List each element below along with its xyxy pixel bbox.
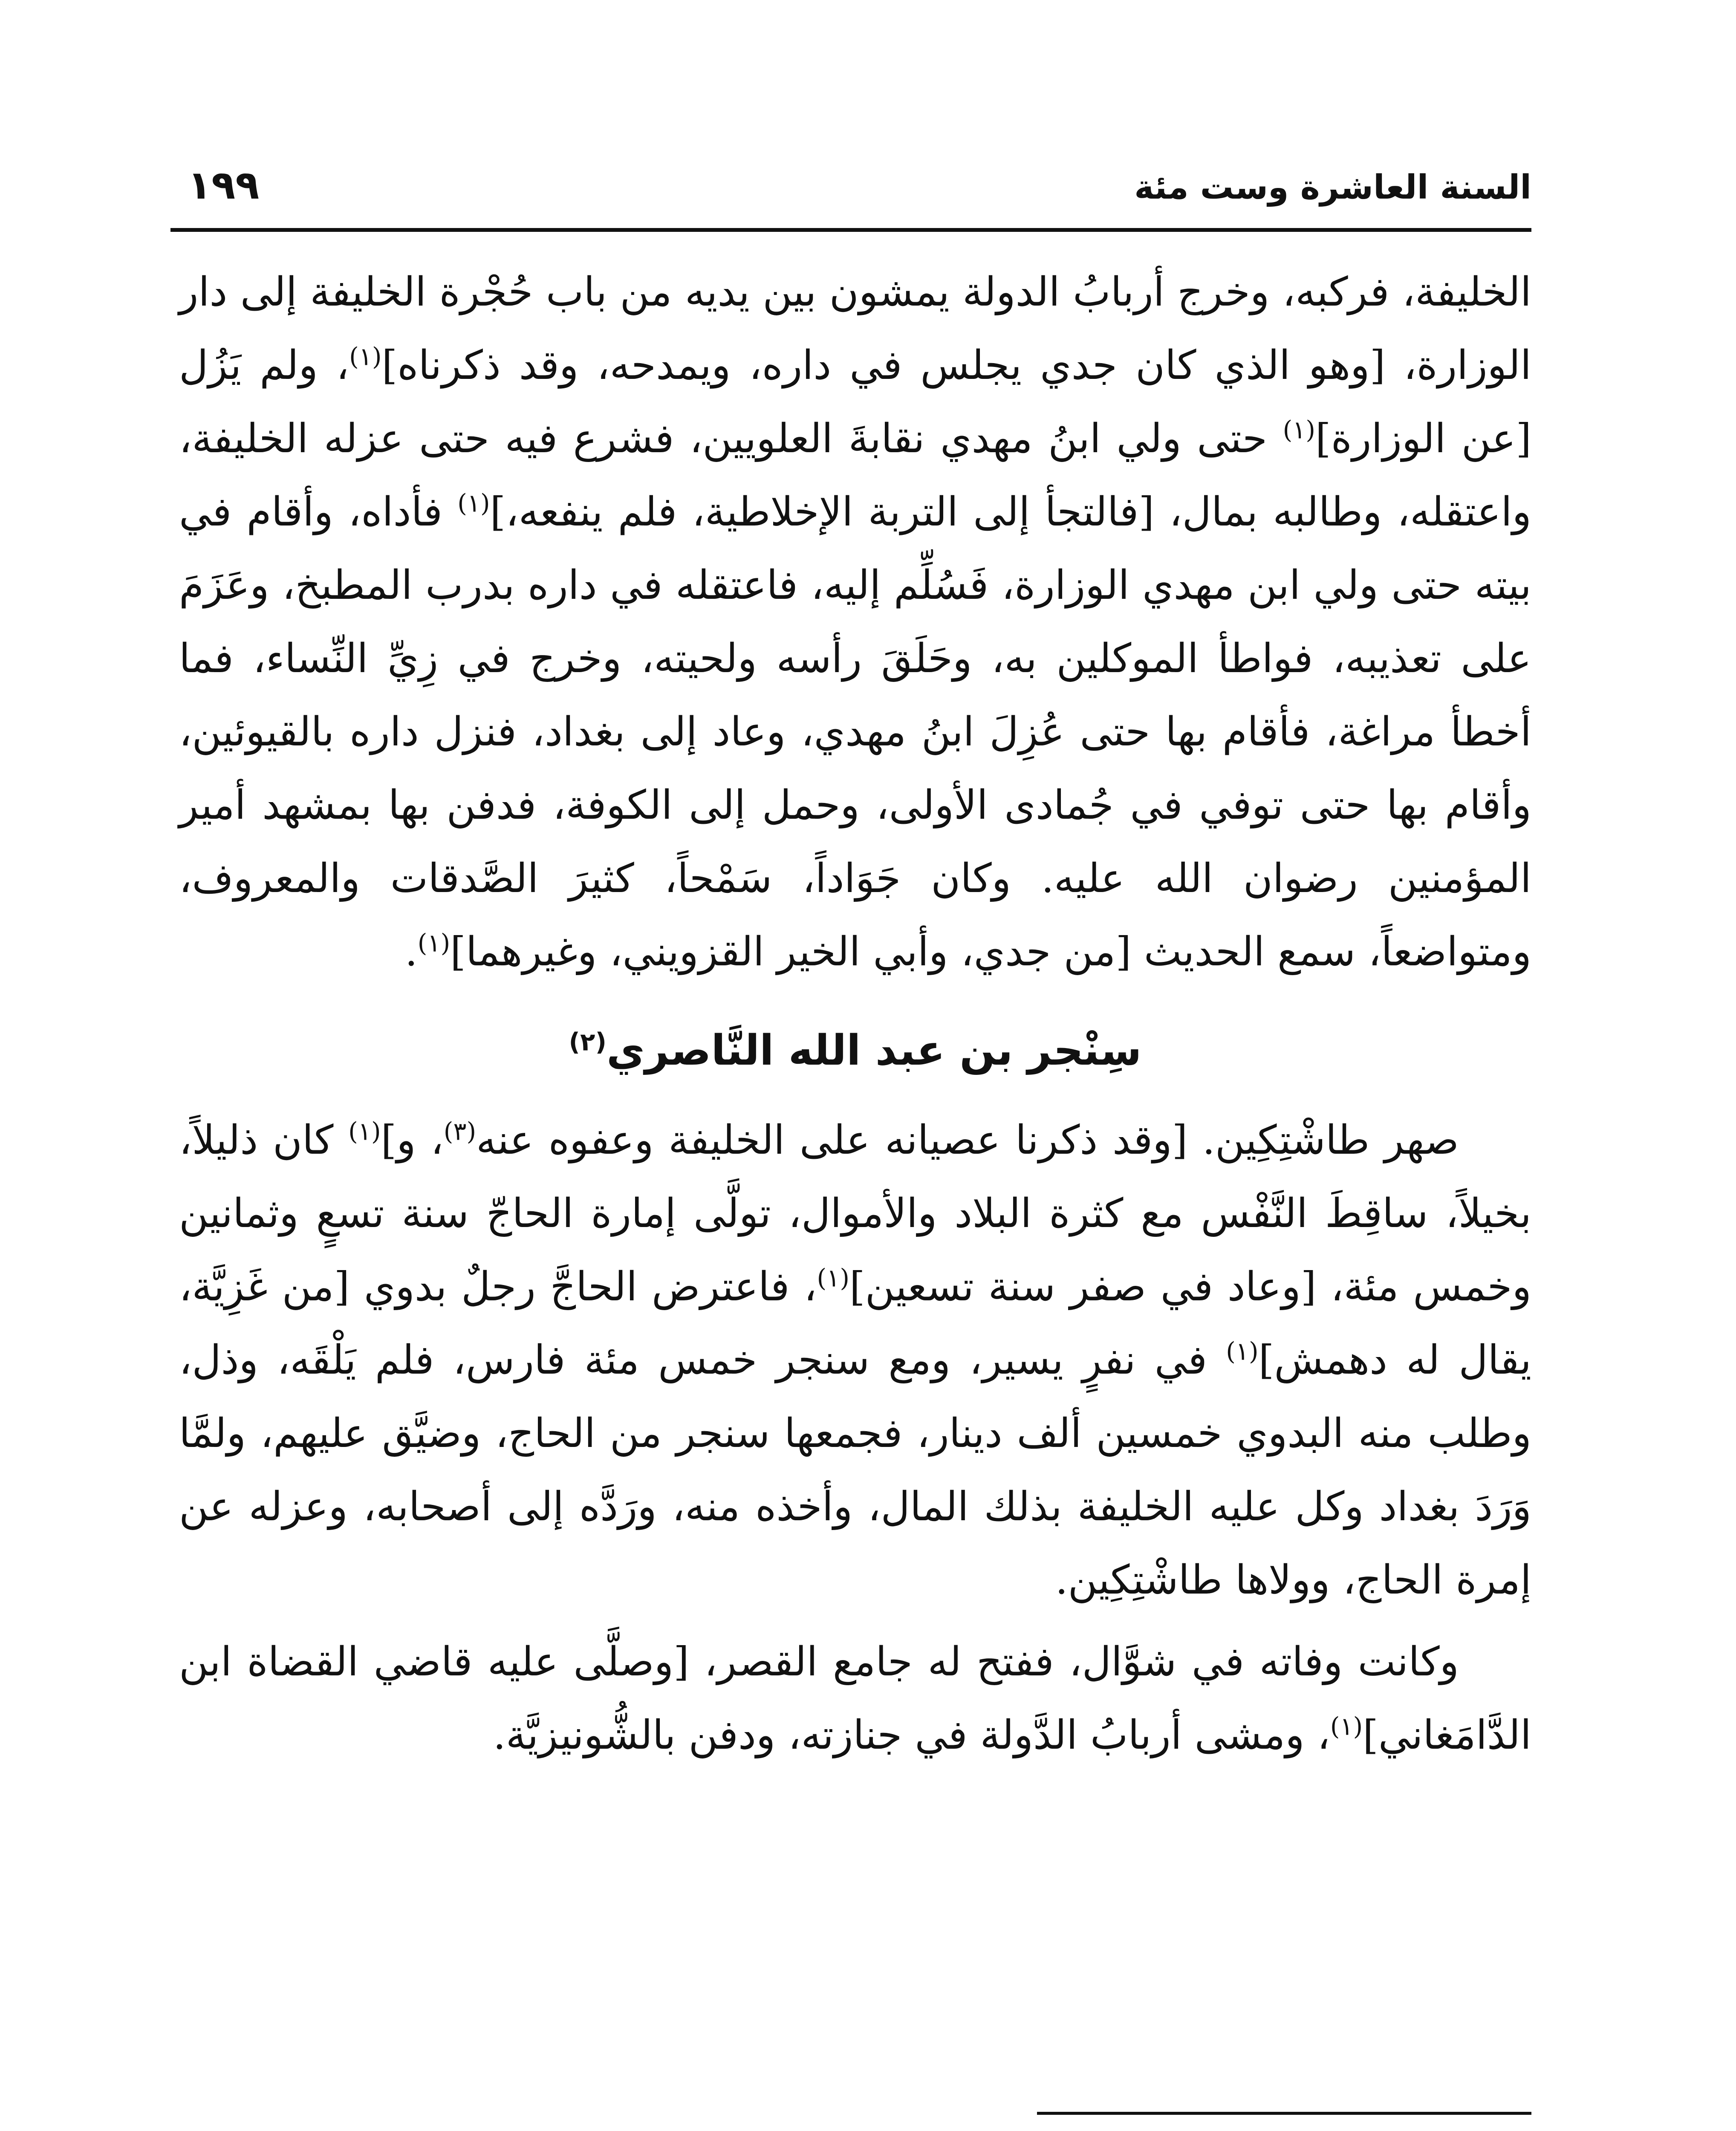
paragraph-1: [179, 256, 1531, 989]
running-header-title: السنة العاشرة وست مئة: [1134, 168, 1531, 207]
footnote-ref: (٢): [569, 1027, 607, 1057]
footnote-ref: (١): [1283, 415, 1316, 445]
text-segment: وكانت وفاته في شوَّال، ففتح له جامع القصر، [وصلَّى عليه قاضي القضاة ابن الدَّامَغاني]: [179, 1639, 1531, 1759]
footnote-ref: (١): [349, 342, 382, 371]
text-segment: حتى ولي ابنُ مهدي نقابةَ العلويين، فشرع فيه حتى عزله الخليفة، واعتقله، وطالبه بمال، [فالتجأ إلى التربة الإخلاطية، فلم ينفعه،]: [179, 416, 1531, 535]
text-segment: في نفرٍ يسير، ومع سنجر خمس مئة فارس، فلم يَلْقَه، وذل، وطلب منه البدوي خمسين ألف دينار، فجمعها سنجر من الحاج، وضيَّق عليهم، ولمَّا وَرَدَ بغداد وكل عليه الخليفة بذلك المال، وأخذه منه، ورَدَّه إلى أصحابه، وعزله عن إمرة الحاج، وولاها طاشْتِكِين.: [179, 1337, 1531, 1603]
page-number: ١٩٩: [188, 162, 260, 208]
text-segment: ، و]: [381, 1117, 444, 1164]
text-segment: فأداه، وأقام في بيته حتى ولي ابن مهدي الوزارة، فَسُلِّم إليه، فاعتقله في داره بدرب المطبخ، وعَزَمَ على تعذيبه، فواطأ الموكلين به، وحَلَقَ رأسه ولحيته، وخرج في زِيِّ النِّساء، فما أخطأ مراغة، فأقام بها حتى عُزِلَ ابنُ مهدي، وعاد إلى بغداد، فنزل داره بالقيوئين، وأقام بها حتى توفي في جُمادى الأولى، وحمل إلى الكوفة، فدفن بها بمشهد أمير المؤمنين رضوان الله عليه. وكان جَوَاداً، سَمْحاً، كثيرَ الصَّدقات والمعروف، ومتواضعاً، سمع الحديث [من جدي، وأبي الخير القزويني، وغيرهما]: [179, 489, 1531, 975]
text-segment: كان ذليلاً، بخيلاً، ساقِطَ النَّفْس مع كثرة البلاد والأموال، تولَّى إمارة الحاجّ سنة تسعٍ وثمانين وخمس مئة، [وعاد في صفر سنة تسعين]: [179, 1117, 1531, 1310]
paragraph-2: [179, 1104, 1531, 1617]
text-segment: ، ومشى أربابُ الدَّولة في جنازته، ودفن بالشُّونيزيَّة.: [493, 1712, 1330, 1759]
text-segment: ، ولم يَزُل [عن الوزارة]: [179, 342, 1531, 462]
footnote-ref: (١): [1330, 1712, 1363, 1741]
text-segment: صهر طاشْتِكِين. [وقد ذكرنا عصيانه على الخليفة وعفوه عنه: [476, 1117, 1459, 1164]
section-heading-text: سِنْجر بن عبد الله النَّاصري: [606, 1026, 1142, 1075]
section-heading: [179, 1016, 1531, 1085]
footnote-ref: (١): [417, 928, 451, 958]
text-segment: الخليفة، فركبه، وخرج أربابُ الدولة يمشون بين يديه من باب حُجْرة الخليفة إلى دار الوزارة، [وهو الذي كان جدي يجلس في داره، ويمدحه، وقد ذكرناه]: [179, 269, 1531, 389]
header-rule: [170, 228, 1531, 232]
text-segment: ، فاعترض الحاجَّ رجلٌ بدوي [من غَزِيَّة، يقال له دهمش]: [179, 1264, 1531, 1383]
text-segment: .: [404, 929, 418, 975]
footnote-ref: (٣): [443, 1117, 477, 1146]
main-text: [179, 256, 1531, 1772]
footnote-ref: (١): [817, 1263, 849, 1293]
footnote-separator: [1037, 2112, 1531, 2115]
paragraph-3: [179, 1626, 1531, 1772]
footnote-ref: (١): [348, 1117, 381, 1146]
footnote-ref: (١): [1226, 1337, 1259, 1366]
running-header: [170, 153, 1531, 217]
footnote-ref: (١): [457, 488, 490, 518]
